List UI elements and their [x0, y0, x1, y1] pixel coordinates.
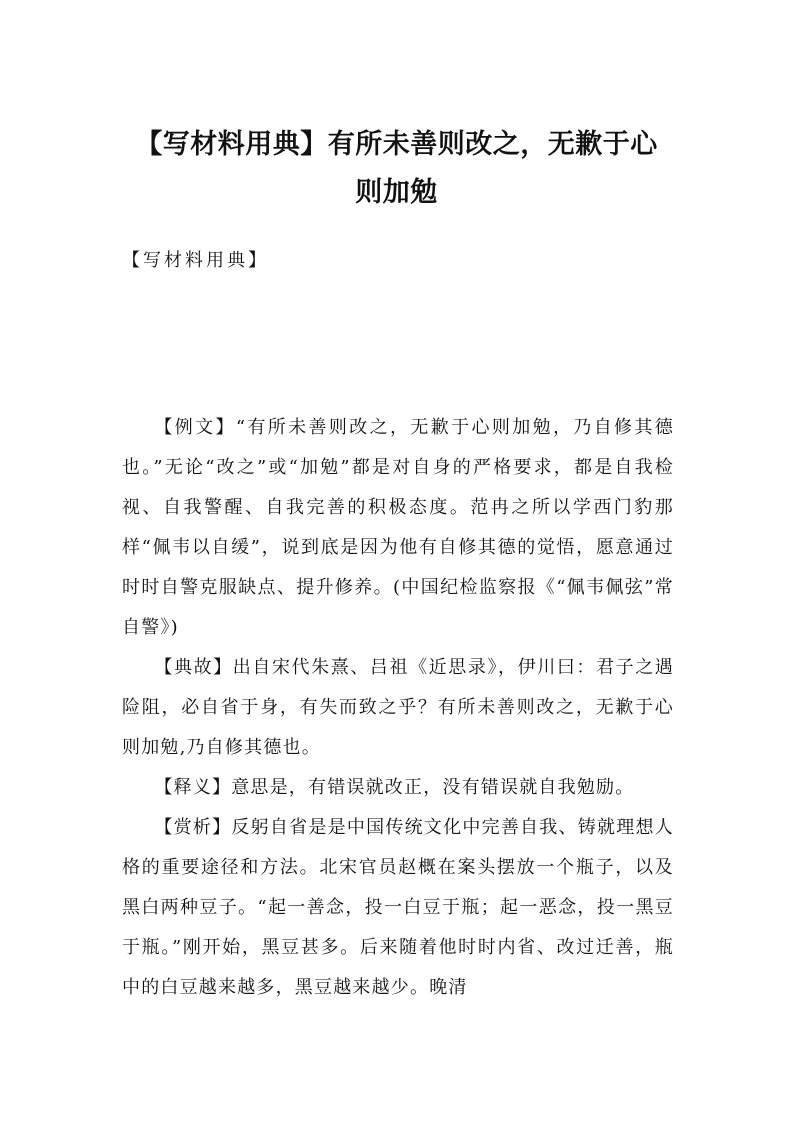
paragraph-meaning	[122, 768, 674, 808]
paragraph-text: 意思是，有错误就改正，没有错误就自我勉励。	[231, 777, 635, 798]
paragraph-label: 【例文】	[154, 417, 236, 438]
document-title-line-1: 【写材料用典】有所未善则改之，无歉于心	[135, 129, 658, 160]
paragraph-label: 【典故】	[154, 657, 233, 678]
paragraph-text: 出自宋代朱熹、吕祖《近思录》，伊川曰：君子之遇险阻，必自省于身，有失而致之乎？有所未善则改之，无歉于心则加勉,乃自修其德也。	[122, 657, 674, 758]
paragraph-text: “有所未善则改之，无歉于心则加勉，乃自修其德也。”无论“改之”或“加勉”都是对自身的严格要求，都是自我检视、自我警醒、自我完善的积极态度。范冉之所以学西门豹那样“佩韦以自缓”，说到底是因为他有自修其德的觉悟，愿意通过时时自警克服缺点、提升修养。(中国纪检监察报《“佩韦佩弦”常自警》)	[122, 417, 674, 638]
paragraph-appreciation	[122, 808, 674, 1008]
document-title-line-2: 则加勉	[355, 177, 438, 208]
category-tag: 【写材料用典】	[122, 250, 269, 271]
document-body	[122, 408, 674, 1008]
paragraph-label: 【释义】	[154, 777, 232, 798]
paragraph-example	[122, 408, 674, 648]
paragraph-label: 【赏析】	[154, 817, 232, 838]
paragraph-text: 反躬自省是是中国传统文化中完善自我、铸就理想人格的重要途径和方法。北宋官员赵概在案头摆放一个瓶子，以及黑白两种豆子。“起一善念，投一白豆于瓶；起一恶念，投一黑豆于瓶。”刚开始，黑豆甚多。后来随着他时时内省、改过迁善，瓶中的白豆越来越多，黑豆越来越少。晚清	[122, 817, 674, 998]
paragraph-allusion	[122, 648, 674, 768]
